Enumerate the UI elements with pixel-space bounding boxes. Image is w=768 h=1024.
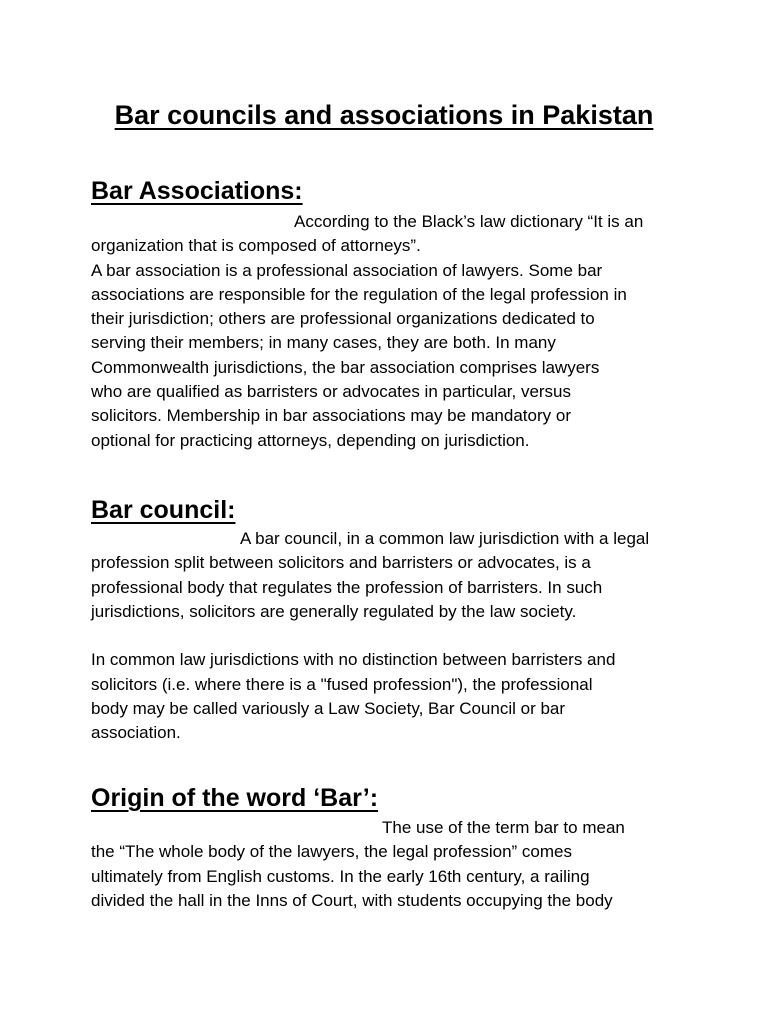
- paragraph-line: their jurisdiction; others are professional organizations dedicated to: [91, 309, 595, 329]
- paragraph-line: body may be called variously a Law Society, Bar Council or bar: [91, 699, 566, 719]
- paragraph-line: jurisdictions, solicitors are generally regulated by the law society.: [91, 601, 577, 621]
- paragraph-line: profession split between solicitors and barristers or advocates, is a: [91, 553, 591, 573]
- section-heading-bar-council: Bar council:: [91, 496, 236, 524]
- paragraph-line: According to the Black’s law dictionary “It is an: [294, 212, 644, 231]
- paragraph-line: In common law jurisdictions with no distinction between barristers and: [91, 650, 616, 670]
- section-body-bar-council: [91, 527, 691, 746]
- paragraph-line: serving their members; in many cases, they are both. In many: [91, 333, 556, 353]
- paragraph-line: divided the hall in the Inns of Court, with students occupying the body: [91, 890, 613, 910]
- paragraph-line: The use of the term bar to mean: [382, 818, 625, 837]
- paragraph-line: ultimately from English customs. In the early 16th century, a railing: [91, 866, 590, 886]
- paragraph-line: solicitors. Membership in bar associations may be mandatory or: [91, 406, 571, 426]
- paragraph-spacer: [91, 624, 691, 648]
- paragraph-line: A bar association is a professional association of lawyers. Some bar: [91, 260, 603, 280]
- document-title-text: Bar councils and associations in Pakistan: [114, 100, 654, 130]
- paragraph-line: the “The whole body of the lawyers, the legal profession” comes: [91, 842, 572, 862]
- section-heading-bar-associations: Bar Associations:: [91, 177, 303, 205]
- paragraph-line: who are qualified as barristers or advocates in particular, versus: [91, 382, 572, 402]
- paragraph-line: solicitors (i.e. where there is a "fused profession"), the professional: [91, 674, 593, 694]
- paragraph-line: associations are responsible for the regulation of the legal profession in: [91, 284, 627, 304]
- section-heading-origin-of-bar: Origin of the word ‘Bar’:: [91, 784, 379, 812]
- section-body-bar-associations: [91, 210, 691, 453]
- section-body-origin-of-bar: [91, 816, 691, 913]
- paragraph-line: Commonwealth jurisdictions, the bar association comprises lawyers: [91, 357, 600, 377]
- paragraph-line: association.: [91, 723, 181, 743]
- paragraph-line: optional for practicing attorneys, depending on jurisdiction.: [91, 430, 530, 450]
- document-title: [0, 97, 768, 133]
- paragraph-line: professional body that regulates the profession of barristers. In such: [91, 577, 603, 597]
- paragraph-line: organization that is composed of attorneys”.: [91, 236, 421, 256]
- paragraph-line: A bar council, in a common law jurisdiction with a legal: [240, 529, 650, 548]
